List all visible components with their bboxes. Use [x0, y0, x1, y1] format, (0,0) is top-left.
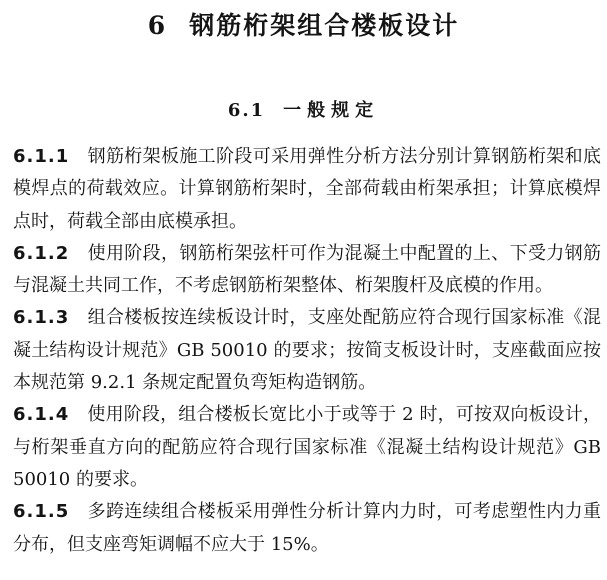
clause-number: 6.1.2: [13, 242, 70, 264]
chapter-title-text: 钢筋桁架组合楼板设计: [189, 11, 460, 40]
clause-number: 6.1.3: [13, 307, 70, 329]
clause-list: [13, 141, 601, 561]
clause-number: 6.1.4: [13, 404, 70, 426]
clause-text: 多跨连续组合楼板采用弹性分析计算内力时，可考虑塑性内力重分布，但支座弯矩调幅不应大于 15%。: [13, 501, 601, 555]
section-title-text: 一般规定: [283, 100, 380, 121]
clause-6-1-5: [13, 496, 601, 561]
clause-number: 6.1.5: [13, 501, 70, 523]
clause-number: 6.1.1: [13, 146, 70, 167]
clause-text: 使用阶段，组合楼板长宽比小于或等于 2 时，可按双向板设计，与桁架垂直方向的配筋应符合现行国家标准《混凝土结构设计规范》GB 50010 的要求。: [13, 404, 601, 490]
clause-6-1-2: [13, 238, 601, 303]
clause-text: 组合楼板按连续板设计时，支座处配筋应符合现行国家标准《混凝土结构设计规范》GB 50010 的要求；按简支板设计时，支座截面应按本规范第 9.2.1 条规定配置负弯矩构造钢筋。: [13, 307, 601, 394]
clause-text: 钢筋桁架板施工阶段可采用弹性分析方法分别计算钢筋桁架和底模焊点的荷载效应。计算钢筋桁架时，全部荷载由桁架承担；计算底模焊点时，荷载全部由底模承担。: [13, 146, 601, 232]
clause-6-1-1: [13, 141, 601, 238]
clause-6-1-3: [13, 302, 601, 399]
clause-text: 使用阶段，钢筋桁架弦杆可作为混凝土中配置的上、下受力钢筋与混凝土共同工作，不考虑钢筋桁架整体、桁架腹杆及底模的作用。: [13, 242, 601, 297]
chapter-title: [0, 6, 607, 42]
chapter-number: 6: [147, 11, 168, 40]
section-number: 6.1: [227, 100, 266, 121]
section-title: [0, 96, 607, 122]
clause-6-1-4: [13, 399, 601, 496]
